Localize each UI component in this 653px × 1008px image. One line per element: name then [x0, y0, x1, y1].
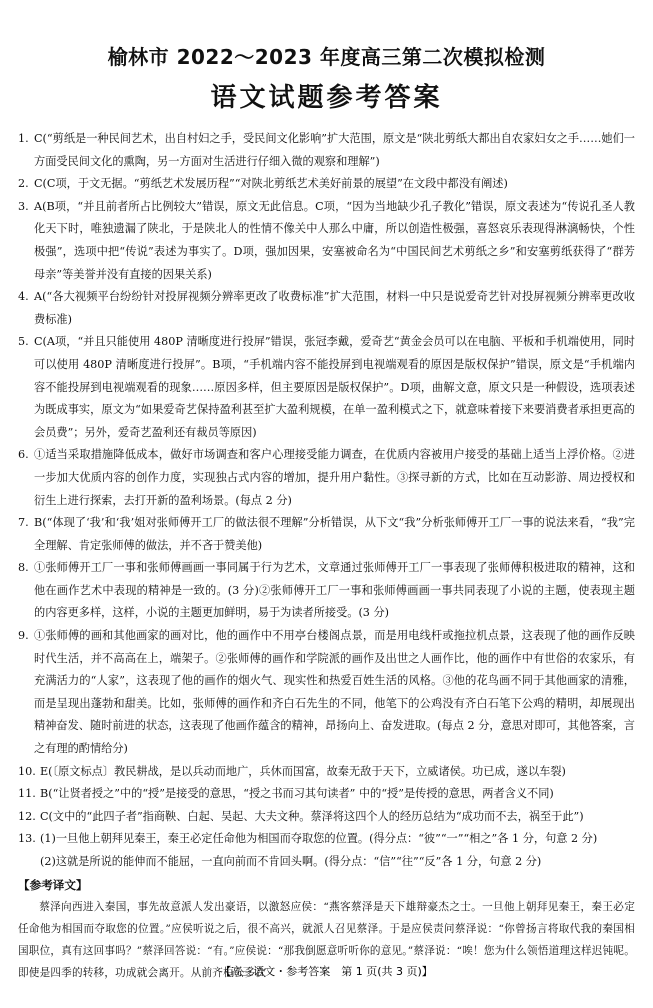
answer-item-13	[18, 828, 635, 873]
answer-number: 13.	[18, 832, 36, 846]
answer-number: 10.	[18, 764, 36, 778]
answer-text: C(“剪纸是一种民间艺术，出自村妇之手，受民间文化影响”扩大范围，原文是“陕北剪纸大都出自农家妇女之手……她们一方面受民间文化的熏陶，另一方面对生活进行仔细入微的观察和理解”)	[34, 132, 635, 168]
answer-item-2	[18, 173, 635, 196]
answer-item-4	[18, 286, 635, 331]
answer-text: C(A项，“并且只能使用 480P 清晰度进行投屏”错误，张冠李戴，爱奇艺“黄金会员可以在电脑、平板和手机端使用，同时可以使用 480P 清晰度进行投屏”。B项，“手机端内容不能投屏到电视端观看的原因是版权保护”错误，原文是“手机端内容不能投屏到电视端观看的现象……原因多样，但主要原因是版权保护”。D项，曲解文意，原文只是一种假设，选项表述为既成事实，原文为“如果爱奇艺保持盈利甚至扩大盈利规模，在单一盈利模式之下，就意味着接下来要消费者承担更高的会员费”；另外，爱奇艺盈利还有裁员等原因)	[34, 335, 635, 439]
answer-item-8	[18, 557, 635, 625]
answer-number: 6.	[18, 448, 29, 462]
answer-item-3	[18, 196, 635, 286]
answer-item-12	[18, 806, 635, 829]
answer-number: 12.	[18, 809, 36, 823]
answer-text: ①适当采取措施降低成本，做好市场调查和客户心理接受能力调查，在优质内容被用户接受的基础上适当上浮价格。②进一步加大优质内容的创作力度，实现独占式内容的增加，提升用户黏性。③探寻新的方式，比如在互动影游、周边授权和衍生上进行探索，去打开新的盈利场景。(每点 2 分)	[34, 448, 635, 507]
answer-number: 2.	[18, 177, 29, 191]
answer-number: 5.	[18, 335, 29, 349]
answer-number: 1.	[18, 132, 29, 145]
answer-text: C(C项，于文无据。“剪纸艺术发展历程”“对陕北剪纸艺术美好前景的展望”在文段中都没有阐述)	[34, 177, 508, 191]
answer-text: B(“让贤者授之”中的“授”是接受的意思，“授之书而习其句读者” 中的“授”是传授的意思，两者含义不同)	[40, 787, 554, 801]
answer-item-11	[18, 783, 635, 806]
answer-item-10	[18, 761, 635, 784]
answer-item-5	[18, 331, 635, 444]
answer-item-7	[18, 512, 635, 557]
answer-number: 11.	[18, 787, 36, 801]
answer-number: 8.	[18, 561, 29, 575]
answer-text: B(“体现了‘我’和‘我’姐对张师傅开工厂的做法很不理解”分析错误，从下文“我”分析张师傅开工厂一事的说法来看，“我”完全理解、肯定张师傅的做法，并不吝于赞美他)	[34, 516, 635, 552]
answer-text: A(“各大视频平台纷纷针对投屏视频分辨率更改了收费标准”扩大范围，材料一中只是说爱奇艺针对投屏视频分辨率更改收费标准)	[34, 290, 635, 326]
answer-number: 7.	[18, 516, 29, 530]
answer-text: ①张师傅开工厂一事和张师傅画画一事同属于行为艺术，文章通过张师傅开工厂一事表现了张师傅积极进取的精神，这和他在画作艺术中表现的精神是一致的。(3 分)②张师傅开工厂一事和张师傅画画一事共同表现了小说的主题，使表现主题的内容更多样，这样，小说的主题更加鲜明，易于为读者所接受。(3 分)	[34, 561, 635, 620]
document-subtitle: 语文试题参考答案	[210, 83, 443, 113]
answer-item-6	[18, 444, 635, 512]
answer-text: A(B项，“并且前者所占比例较大”错误，原文无此信息。C项，“因为当地缺少孔子教化”错误，原文表述为“传说孔圣人教化天下时，唯独遗漏了陕北，于是陕北人的性情不像关中人那么中庸，所以创造性极强，喜怒哀乐表现得淋漓畅快，个性极强”，选项中把“传说”表述为事实了。D项，强加因果，安塞被命名为“中国民间艺术剪纸之乡”和安塞剪纸获得了“群芳母亲”等美誉并没有直接的因果关系)	[34, 199, 635, 281]
answer-number: 9.	[18, 629, 29, 643]
answer-list	[18, 128, 635, 984]
answer-text: E(〔原文标点〕教民耕战，是以兵动而地广，兵休而国富，故秦无敌于天下，立威诸侯。功已成，遂以车裂)	[40, 764, 566, 778]
answer-subitem-2: (2)这就是所说的能伸而不能屈，一直向前而不肯回头啊。(得分点：“信”“往”“反”各 1 分，句意 2 分)	[40, 855, 542, 868]
answer-text: C(文中的“此四子者”指商鞅、白起、吴起、大夫文种。蔡泽将这四个人的经历总结为“成功而不去，祸至于此”)	[40, 809, 584, 823]
answer-subitem-1: (1)一旦他上朝拜见秦王，秦王必定任命他为相国而夺取您的位置。(得分点：“彼”“一”“相之”各 1 分，句意 2 分)	[40, 832, 598, 846]
answer-number: 4.	[18, 290, 29, 304]
reference-translation-text: 蔡泽向西进入秦国，事先故意派人发出豪语，以激怒应侯：“燕客蔡泽是天下雄辩豪杰之士。一旦他上朝拜见秦王，秦王必定任命他为相国而夺取您的位置。”应侯听说之后，很不高兴，就派人召见蔡泽。于是应侯责问蔡泽说：“你曾扬言将取代我的秦国相国职位，真有这回事吗？”蔡泽回答说：“有。”应侯说：“那我倒愿意听听你的意见。”蔡泽说：“唉！您为什么领悟道理这样迟钝呢。即使是四季的转移，功成就会离开。从前齐桓公多次	[18, 900, 635, 979]
document-title: 榆林市 2022～2023 年度高三第二次模拟检测	[107, 45, 546, 69]
answer-number: 3.	[18, 199, 29, 213]
answer-item-9	[18, 625, 635, 761]
answer-text: ①张师傅的画和其他画家的画对比，他的画作中不用亭台楼阁点景，而是用电线杆或拖拉机点景，这表现了他的画作反映时代生活，并不高高在上，端架子。②张师傅的画作和学院派的画作及出世之人画作比，他的画作中有世俗的农家乐，有充满活力的“人家”，这表现了他的画作的烟火气、现实性和热爱百姓生活的风格。③他的花鸟画不同于其他画家的清雅，而是呈现出蓬勃和甜美。比如，张师傅的画作和齐白石先生的不同，他笔下的公鸡没有齐白石笔下公鸡的精明，却展现出精神奋发、随时前进的状态，这表现了他画作蕴含的精神，昂扬向上、奋发进取。(每点 2 分，意思对即可，其他答案，言之有理的酌情给分)	[34, 629, 635, 756]
reference-translation-heading: 【参考译文】	[18, 877, 88, 892]
answer-item-1	[18, 128, 635, 173]
page-footer: 【高三语文・参考答案 第 1 页(共 3 页)】	[220, 965, 433, 978]
